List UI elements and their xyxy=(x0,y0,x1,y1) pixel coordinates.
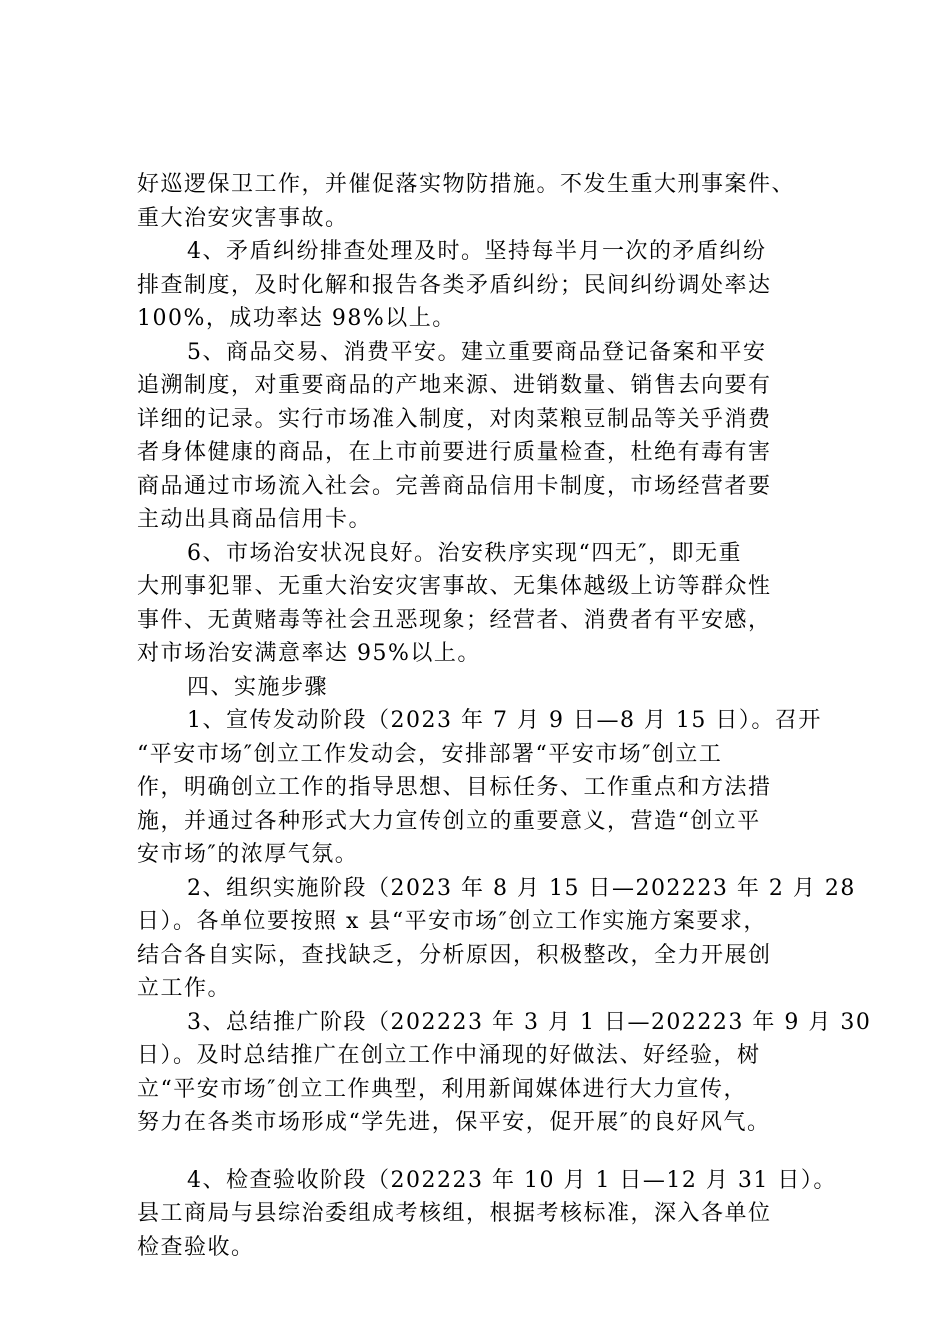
body-line: 立工作。 xyxy=(137,976,232,1001)
body-line: 作，明确创立工作的指导思想、目标任务、工作重点和方法措 xyxy=(137,775,772,800)
body-line: 好巡逻保卫工作，并催促落实物防措施。不发生重大刑事案件、 xyxy=(137,172,796,197)
body-line: 努力在各类市场形成“学先进，保平安，促开展″的良好风气。 xyxy=(137,1110,771,1135)
body-line: 排查制度，及时化解和报告各类矛盾纠纷；民间纠纷调处率达 xyxy=(137,272,772,298)
body-line-item-6: 6、市场治安状况良好。治安秩序实现“四无″，即无重 xyxy=(187,540,742,566)
body-line: “平安市场″创立工作发动会，安排部署“平安市场″创立工 xyxy=(137,741,723,767)
body-line: 日）。各单位要按照 x 县“平安市场″创立工作实施方案要求， xyxy=(137,909,767,934)
body-line: 详细的记录。实行市场准入制度，对肉菜粮豆制品等关乎消费 xyxy=(137,406,772,432)
body-line-step-2: 2、组织实施阶段（2023 年 8 月 15 日—202223 年 2 月 28 xyxy=(187,875,856,901)
body-line: 重大治安灾害事故。 xyxy=(137,205,349,231)
body-line: 对市场治安满意率达 95%以上。 xyxy=(137,641,481,666)
body-line: 检查验收。 xyxy=(137,1234,255,1260)
body-line: 结合各自实际，查找缺乏，分析原因，积极整改，全力开展创 xyxy=(137,942,772,968)
body-line: 100%，成功率达 98%以上。 xyxy=(137,306,456,331)
document-body xyxy=(137,168,872,1264)
body-line-step-1: 1、宣传发动阶段（2023 年 7 月 9 日—8 月 15 日）。召开 xyxy=(187,708,822,733)
body-line-item-5: 5、商品交易、消费平安。建立重要商品登记备案和平安 xyxy=(187,339,767,365)
paragraph-gap xyxy=(137,1140,837,1164)
body-line: 事件、无黄赌毒等社会丑恶现象；经营者、消费者有平安感， xyxy=(137,607,772,633)
body-line: 追溯制度，对重要商品的产地来源、进销数量、销售去向要有 xyxy=(137,373,772,398)
body-line: 施，并通过各种形式大力宣传创立的重要意义，营造“创立平 xyxy=(137,808,761,834)
body-line: 主动出具商品信用卡。 xyxy=(137,507,373,532)
body-line: 县工商局与县综治委组成考核组，根据考核标准，深入各单位 xyxy=(137,1201,772,1226)
body-line: 日）。及时总结推广在创立工作中涌现的好做法、好经验，树 xyxy=(137,1043,761,1068)
body-line-item-4: 4、矛盾纠纷排查处理及时。坚持每半月一次的矛盾纠纷 xyxy=(187,239,767,264)
body-line: 大刑事犯罪、无重大治安灾害事故、无集体越级上访等群众性 xyxy=(137,574,772,599)
body-line: 商品通过市场流入社会。完善商品信用卡制度，市场经营者要 xyxy=(137,473,772,499)
body-line: 立“平安市场″创立工作典型，利用新闻媒体进行大力宣传， xyxy=(137,1076,747,1102)
body-line: 安市场″的浓厚气氛。 xyxy=(137,842,359,867)
section-heading: 四、实施步骤 xyxy=(187,674,329,700)
body-line: 者身体健康的商品，在上市前要进行质量检查，杜绝有毒有害 xyxy=(137,440,772,465)
body-line-step-4: 4、检查验收阶段（202223 年 10 月 1 日—12 月 31 日）。 xyxy=(187,1167,837,1193)
body-line-step-3: 3、总结推广阶段（202223 年 3 月 1 日—202223 年 9 月 30 xyxy=(187,1009,872,1035)
